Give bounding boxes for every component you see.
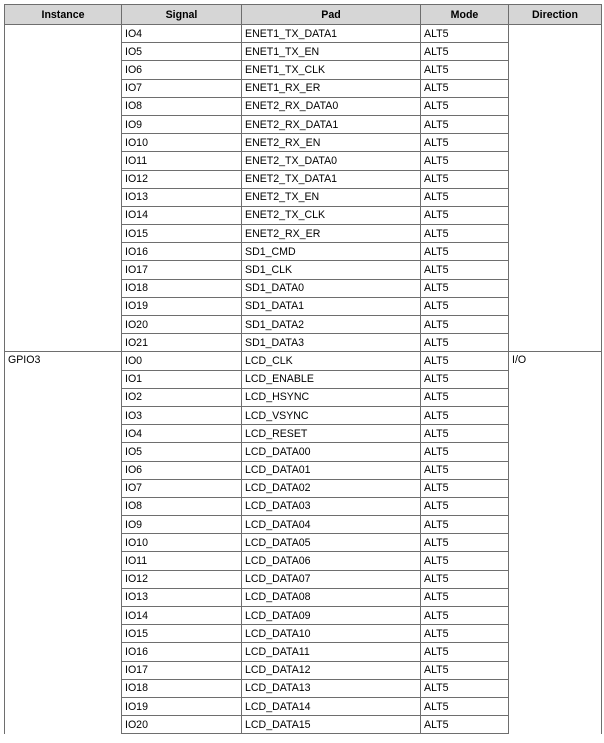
mode-cell: ALT5 <box>421 497 509 515</box>
mode-cell: ALT5 <box>421 225 509 243</box>
pad-cell: ENET1_RX_ER <box>242 79 421 97</box>
mode-cell: ALT5 <box>421 352 509 370</box>
signal-cell: IO18 <box>122 279 242 297</box>
mode-cell: ALT5 <box>421 534 509 552</box>
signal-cell: IO15 <box>122 225 242 243</box>
pad-cell: LCD_DATA12 <box>242 661 421 679</box>
mode-cell: ALT5 <box>421 61 509 79</box>
mode-cell: ALT5 <box>421 716 509 734</box>
header-signal: Signal <box>122 5 242 25</box>
header-row <box>5 5 602 25</box>
signal-cell: IO8 <box>122 97 242 115</box>
table-row <box>5 25 602 43</box>
pin-mux-table <box>4 4 602 734</box>
mode-cell: ALT5 <box>421 188 509 206</box>
signal-cell: IO13 <box>122 188 242 206</box>
mode-cell: ALT5 <box>421 43 509 61</box>
mode-cell: ALT5 <box>421 697 509 715</box>
pad-cell: LCD_DATA14 <box>242 697 421 715</box>
signal-cell: IO17 <box>122 261 242 279</box>
signal-cell: IO13 <box>122 588 242 606</box>
mode-cell: ALT5 <box>421 279 509 297</box>
table-row <box>5 352 602 370</box>
signal-cell: IO0 <box>122 352 242 370</box>
signal-cell: IO21 <box>122 334 242 352</box>
pad-cell: ENET1_TX_DATA1 <box>242 25 421 43</box>
signal-cell: IO20 <box>122 716 242 734</box>
pad-cell: LCD_DATA03 <box>242 497 421 515</box>
direction-cell: I/O <box>509 352 602 734</box>
signal-cell: IO19 <box>122 297 242 315</box>
signal-cell: IO19 <box>122 697 242 715</box>
mode-cell: ALT5 <box>421 552 509 570</box>
header-direction: Direction <box>509 5 602 25</box>
pad-cell: SD1_DATA2 <box>242 316 421 334</box>
header-instance: Instance <box>5 5 122 25</box>
signal-cell: IO12 <box>122 570 242 588</box>
pad-cell: SD1_CLK <box>242 261 421 279</box>
pad-cell: ENET1_TX_EN <box>242 43 421 61</box>
signal-cell: IO15 <box>122 625 242 643</box>
signal-cell: IO14 <box>122 206 242 224</box>
pad-cell: ENET2_TX_DATA0 <box>242 152 421 170</box>
signal-cell: IO4 <box>122 25 242 43</box>
pad-cell: ENET2_TX_EN <box>242 188 421 206</box>
mode-cell: ALT5 <box>421 516 509 534</box>
signal-cell: IO6 <box>122 61 242 79</box>
signal-cell: IO5 <box>122 443 242 461</box>
signal-cell: IO16 <box>122 643 242 661</box>
direction-cell <box>509 25 602 352</box>
mode-cell: ALT5 <box>421 334 509 352</box>
pad-cell: LCD_DATA06 <box>242 552 421 570</box>
mode-cell: ALT5 <box>421 261 509 279</box>
mode-cell: ALT5 <box>421 661 509 679</box>
pad-cell: ENET2_RX_DATA1 <box>242 115 421 133</box>
signal-cell: IO16 <box>122 243 242 261</box>
instance-cell: GPIO3 <box>5 352 122 734</box>
mode-cell: ALT5 <box>421 170 509 188</box>
header-mode: Mode <box>421 5 509 25</box>
signal-cell: IO7 <box>122 479 242 497</box>
mode-cell: ALT5 <box>421 479 509 497</box>
pad-cell: LCD_DATA08 <box>242 588 421 606</box>
pad-cell: ENET2_RX_ER <box>242 225 421 243</box>
pad-cell: LCD_ENABLE <box>242 370 421 388</box>
pad-cell: LCD_DATA13 <box>242 679 421 697</box>
signal-cell: IO1 <box>122 370 242 388</box>
signal-cell: IO14 <box>122 607 242 625</box>
pad-cell: ENET2_RX_DATA0 <box>242 97 421 115</box>
mode-cell: ALT5 <box>421 97 509 115</box>
signal-cell: IO3 <box>122 406 242 424</box>
mode-cell: ALT5 <box>421 297 509 315</box>
mode-cell: ALT5 <box>421 25 509 43</box>
pad-cell: LCD_DATA00 <box>242 443 421 461</box>
signal-cell: IO18 <box>122 679 242 697</box>
pad-cell: ENET1_TX_CLK <box>242 61 421 79</box>
signal-cell: IO10 <box>122 134 242 152</box>
mode-cell: ALT5 <box>421 370 509 388</box>
pad-cell: SD1_DATA3 <box>242 334 421 352</box>
signal-cell: IO7 <box>122 79 242 97</box>
signal-cell: IO8 <box>122 497 242 515</box>
mode-cell: ALT5 <box>421 570 509 588</box>
pad-cell: LCD_CLK <box>242 352 421 370</box>
pad-cell: ENET2_RX_EN <box>242 134 421 152</box>
pad-cell: LCD_RESET <box>242 425 421 443</box>
mode-cell: ALT5 <box>421 588 509 606</box>
table-body <box>5 25 602 734</box>
signal-cell: IO17 <box>122 661 242 679</box>
mode-cell: ALT5 <box>421 206 509 224</box>
mode-cell: ALT5 <box>421 134 509 152</box>
mode-cell: ALT5 <box>421 461 509 479</box>
mode-cell: ALT5 <box>421 607 509 625</box>
pad-cell: LCD_HSYNC <box>242 388 421 406</box>
mode-cell: ALT5 <box>421 425 509 443</box>
pad-cell: LCD_DATA01 <box>242 461 421 479</box>
signal-cell: IO12 <box>122 170 242 188</box>
pad-cell: SD1_CMD <box>242 243 421 261</box>
signal-cell: IO10 <box>122 534 242 552</box>
pad-cell: LCD_DATA10 <box>242 625 421 643</box>
mode-cell: ALT5 <box>421 79 509 97</box>
mode-cell: ALT5 <box>421 679 509 697</box>
signal-cell: IO5 <box>122 43 242 61</box>
signal-cell: IO11 <box>122 552 242 570</box>
pad-cell: ENET2_TX_DATA1 <box>242 170 421 188</box>
signal-cell: IO9 <box>122 516 242 534</box>
mode-cell: ALT5 <box>421 406 509 424</box>
mode-cell: ALT5 <box>421 115 509 133</box>
mode-cell: ALT5 <box>421 443 509 461</box>
mode-cell: ALT5 <box>421 643 509 661</box>
pad-cell: LCD_DATA02 <box>242 479 421 497</box>
instance-cell <box>5 25 122 352</box>
header-pad: Pad <box>242 5 421 25</box>
pad-cell: LCD_DATA09 <box>242 607 421 625</box>
pad-cell: LCD_DATA04 <box>242 516 421 534</box>
signal-cell: IO6 <box>122 461 242 479</box>
pad-cell: LCD_DATA15 <box>242 716 421 734</box>
signal-cell: IO11 <box>122 152 242 170</box>
mode-cell: ALT5 <box>421 152 509 170</box>
mode-cell: ALT5 <box>421 243 509 261</box>
pad-cell: SD1_DATA1 <box>242 297 421 315</box>
pad-cell: SD1_DATA0 <box>242 279 421 297</box>
pad-cell: LCD_VSYNC <box>242 406 421 424</box>
mode-cell: ALT5 <box>421 388 509 406</box>
pad-cell: ENET2_TX_CLK <box>242 206 421 224</box>
pad-cell: LCD_DATA05 <box>242 534 421 552</box>
pad-cell: LCD_DATA11 <box>242 643 421 661</box>
signal-cell: IO2 <box>122 388 242 406</box>
mode-cell: ALT5 <box>421 625 509 643</box>
table-header <box>5 5 602 25</box>
pad-cell: LCD_DATA07 <box>242 570 421 588</box>
signal-cell: IO9 <box>122 115 242 133</box>
signal-cell: IO4 <box>122 425 242 443</box>
signal-cell: IO20 <box>122 316 242 334</box>
mode-cell: ALT5 <box>421 316 509 334</box>
